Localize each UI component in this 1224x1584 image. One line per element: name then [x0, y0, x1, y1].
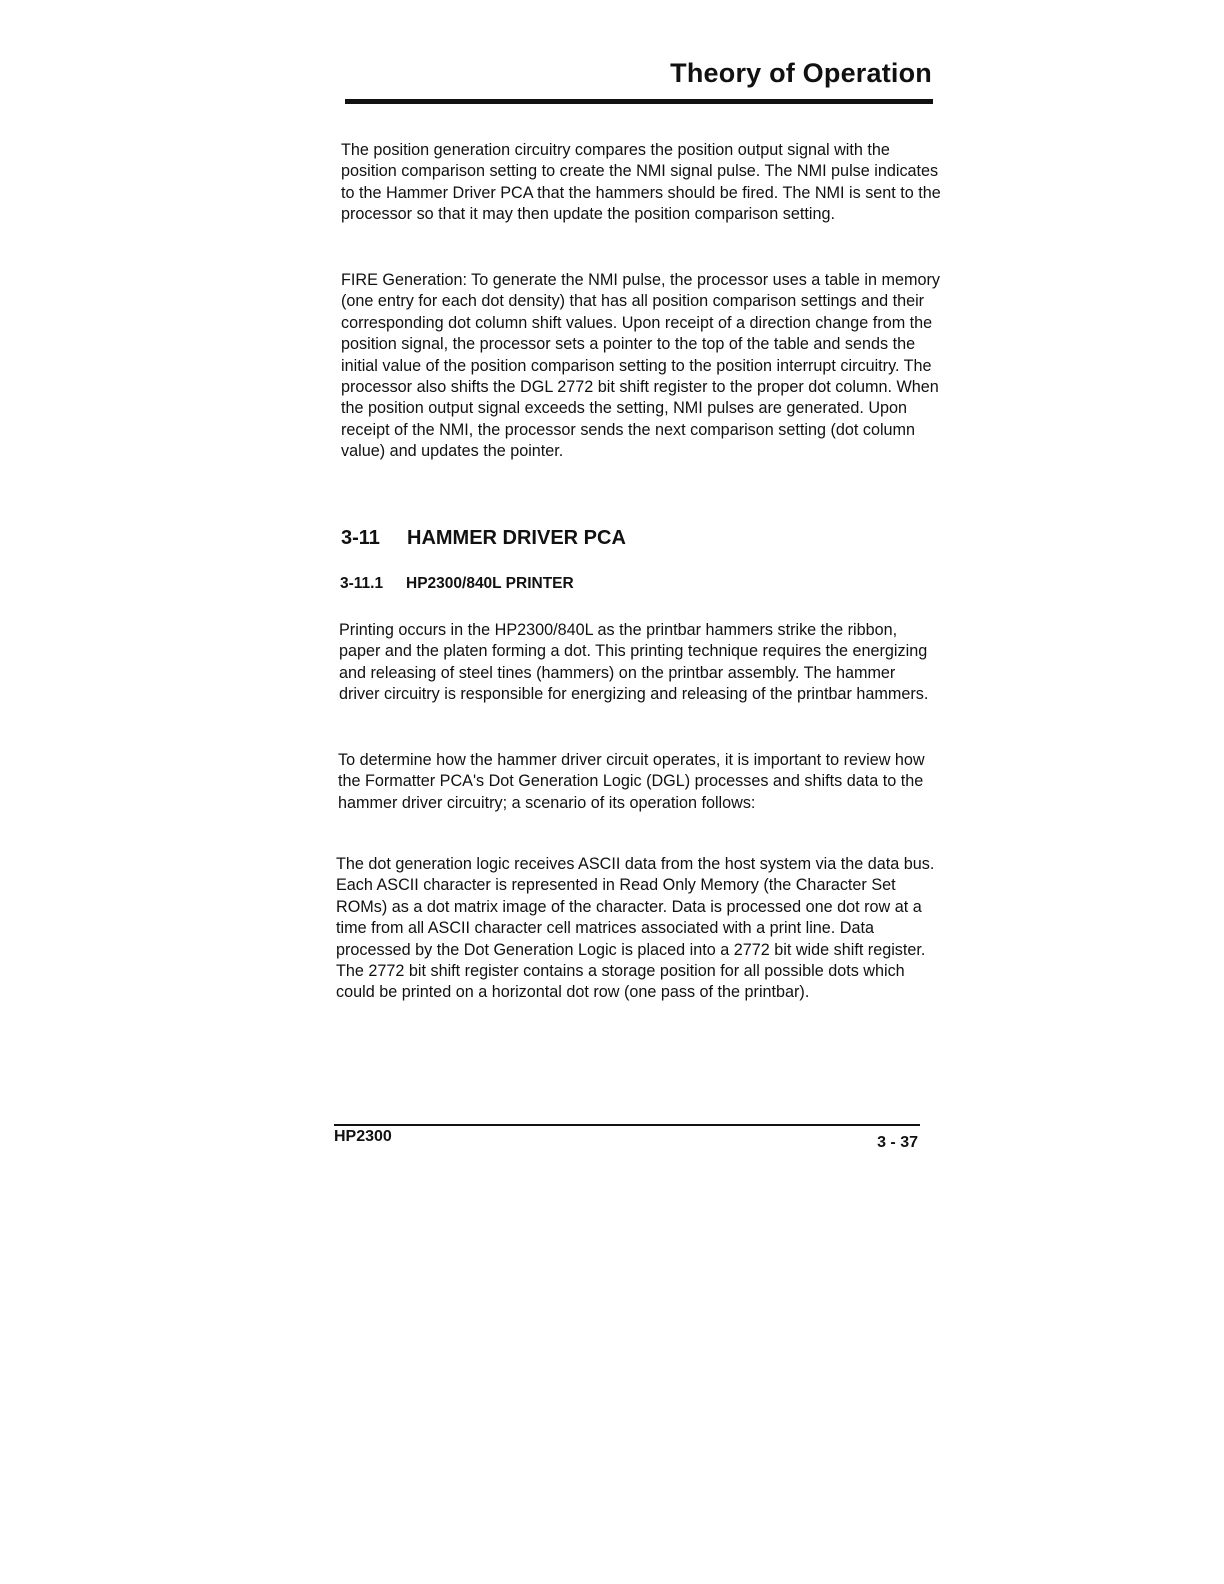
header-rule	[345, 99, 933, 104]
subsection-heading	[340, 575, 574, 593]
section-title: HAMMER DRIVER PCA	[407, 527, 626, 549]
subsection-number: 3-11.1	[340, 575, 384, 592]
page-header-title: Theory of Operation	[670, 58, 932, 88]
paragraph-printing-occurs: Printing occurs in the HP2300/840L as the printbar hammers strike the ribbon, paper and the platen forming a dot. This printing technique requires the energizing and releasing of steel tines (hammers) on the printbar assembly. The hammer driver circuitry is responsible for energizing and releasing of the printbar hammers.	[339, 621, 929, 704]
subsection-title: HP2300/840L PRINTER	[406, 575, 574, 592]
section-number: 3-11	[341, 527, 380, 549]
footer-model: HP2300	[334, 1128, 392, 1145]
paragraph-fire-generation: FIRE Generation: To generate the NMI pulse, the processor uses a table in memory (one entry for each dot density) that has all position comparison settings and their corresponding dot column shift values. Upon receipt of a direction change from the position signal, the processor sets a pointer to the top of the table and sends the initial value of the position comparison setting to the position interrupt circuitry. The processor also shifts the DGL 2772 bit shift register to the proper dot column. When the position output signal exceeds the setting, NMI pulses are generated. Upon receipt of the NMI, the processor sends the next comparison setting (dot column value) and updates the pointer.	[341, 271, 940, 461]
footer-page-number: 3 - 37	[877, 1134, 918, 1151]
paragraph-dot-generation-logic: The dot generation logic receives ASCII data from the host system via the data bus. Each ASCII character is represented in Read Only Memory (the Character Set ROMs) as a dot matrix image of the character. Data is processed one dot row at a time from all ASCII character cell matrices associated with a print line. Data processed by the Dot Generation Logic is placed into a 2772 bit wide shift register. The 2772 bit shift register contains a storage position for all possible dots which could be printed on a horizontal dot row (one pass of the printbar).	[336, 855, 935, 1002]
footer-rule	[334, 1124, 920, 1126]
section-heading	[341, 527, 626, 550]
paragraph-position-generation: The position generation circuitry compares the position output signal with the position comparison setting to create the NMI signal pulse. The NMI pulse indicates to the Hammer Driver PCA that the hammers should be fired. The NMI is sent to the processor so that it may then update the position comparison setting.	[341, 141, 941, 224]
paragraph-hammer-driver-operation: To determine how the hammer driver circuit operates, it is important to review how the Formatter PCA's Dot Generation Logic (DGL) processes and shifts data to the hammer driver circuitry; a scenario of its operation follows:	[338, 751, 925, 812]
